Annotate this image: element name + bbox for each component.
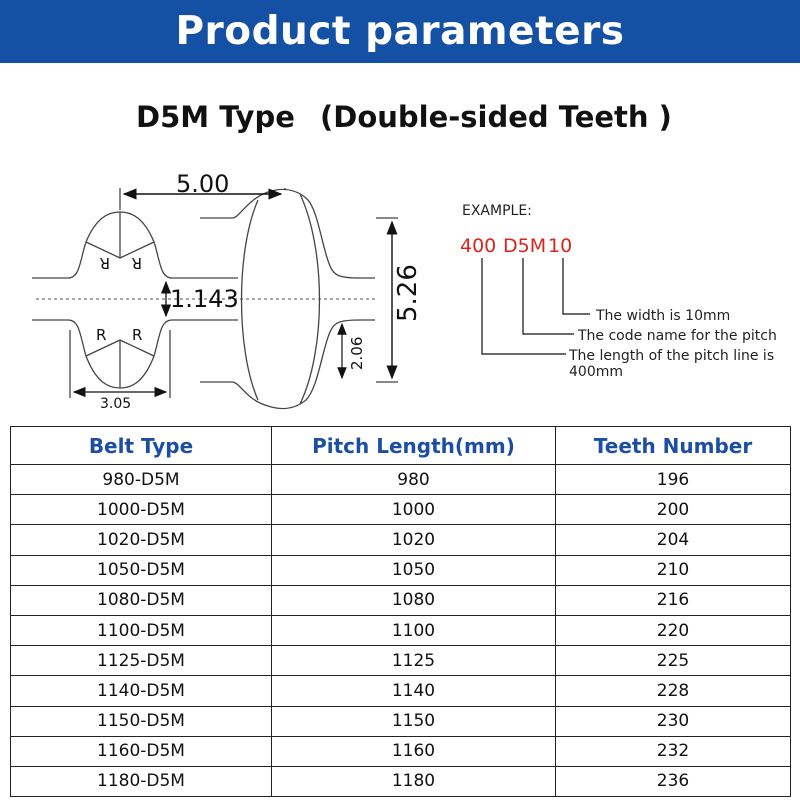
- belt-type-cell: 1125-D5M: [11, 646, 272, 676]
- table-row: [11, 465, 791, 495]
- belt-type-cell: 1050-D5M: [11, 555, 272, 585]
- pitch-length-cell: 1000: [272, 495, 556, 525]
- table-row: [11, 676, 791, 706]
- example-label: EXAMPLE:: [462, 203, 532, 219]
- example-code-type: D5M: [503, 235, 547, 257]
- belt-profile-svg: [0, 160, 800, 410]
- example-note-length: The length of the pitch line is: [569, 348, 775, 364]
- belt-spec-table: [10, 426, 791, 797]
- belt-type-cell: 1160-D5M: [11, 736, 272, 766]
- teeth-number-cell: 196: [556, 465, 791, 495]
- example-code-width: 10: [548, 235, 573, 257]
- table-row: [11, 736, 791, 766]
- page-header: [0, 0, 800, 63]
- teeth-number-cell: 204: [556, 525, 791, 555]
- teeth-type-subtitle: (Double-sided Teeth ): [320, 100, 672, 134]
- belt-type-cell: 1150-D5M: [11, 706, 272, 736]
- belt-type-cell: 1180-D5M: [11, 766, 272, 796]
- tooth-height-dimension: 2.06: [348, 336, 366, 370]
- pitch-dimension: 5.00: [176, 170, 230, 198]
- pitch-length-cell: 1080: [272, 585, 556, 615]
- belt-type-cell: 1100-D5M: [11, 615, 272, 645]
- table-row: [11, 706, 791, 736]
- radius-mark-bottom-left: R: [96, 326, 107, 344]
- teeth-number-cell: 225: [556, 646, 791, 676]
- total-height-dimension: 5.26: [393, 264, 423, 322]
- thickness-dimension: 1.143: [170, 285, 239, 313]
- pitch-length-cell: 1125: [272, 646, 556, 676]
- teeth-number-cell: 230: [556, 706, 791, 736]
- belt-type-title: D5M Type: [136, 100, 295, 134]
- teeth-number-cell: 210: [556, 555, 791, 585]
- example-leader-lines: [482, 258, 590, 354]
- table-row: [11, 555, 791, 585]
- belt-type-cell: 1020-D5M: [11, 525, 272, 555]
- example-code-length: 400: [460, 235, 497, 257]
- pitch-length-cell: 1140: [272, 676, 556, 706]
- pitch-length-cell: 1050: [272, 555, 556, 585]
- header-belt-type: Belt Type: [11, 427, 272, 465]
- teeth-number-cell: 228: [556, 676, 791, 706]
- teeth-number-cell: 220: [556, 615, 791, 645]
- table-row: [11, 495, 791, 525]
- belt-type-cell: 1000-D5M: [11, 495, 272, 525]
- example-note-length-value: 400mm: [569, 364, 623, 380]
- table-header-row: [11, 427, 791, 465]
- radius-mark-top-right: R: [131, 254, 142, 272]
- belt-type-cell: 1080-D5M: [11, 585, 272, 615]
- header-teeth-number: Teeth Number: [556, 427, 791, 465]
- pitch-length-cell: 1100: [272, 615, 556, 645]
- page-title: Product parameters: [175, 9, 625, 54]
- table-row: [11, 615, 791, 645]
- pitch-length-cell: 1160: [272, 736, 556, 766]
- table-row: [11, 646, 791, 676]
- tooth-width-dimension: 3.05: [100, 396, 132, 410]
- belt-type-cell: 1140-D5M: [11, 676, 272, 706]
- pitch-length-cell: 1020: [272, 525, 556, 555]
- belt-type-cell: 980-D5M: [11, 465, 272, 495]
- header-pitch-length: Pitch Length(mm): [272, 427, 556, 465]
- pitch-length-cell: 1150: [272, 706, 556, 736]
- table-row: [11, 525, 791, 555]
- radius-mark-bottom-right: R: [132, 326, 143, 344]
- table-row: [11, 585, 791, 615]
- radius-mark-top-left: R: [99, 254, 110, 272]
- teeth-number-cell: 236: [556, 766, 791, 796]
- teeth-number-cell: 216: [556, 585, 791, 615]
- example-note-pitch: The code name for the pitch: [578, 328, 777, 344]
- teeth-number-cell: 232: [556, 736, 791, 766]
- pitch-length-cell: 1180: [272, 766, 556, 796]
- teeth-number-cell: 200: [556, 495, 791, 525]
- table-row: [11, 766, 791, 796]
- pitch-length-cell: 980: [272, 465, 556, 495]
- example-note-width: The width is 10mm: [596, 308, 731, 324]
- belt-profile-diagram: [0, 160, 800, 410]
